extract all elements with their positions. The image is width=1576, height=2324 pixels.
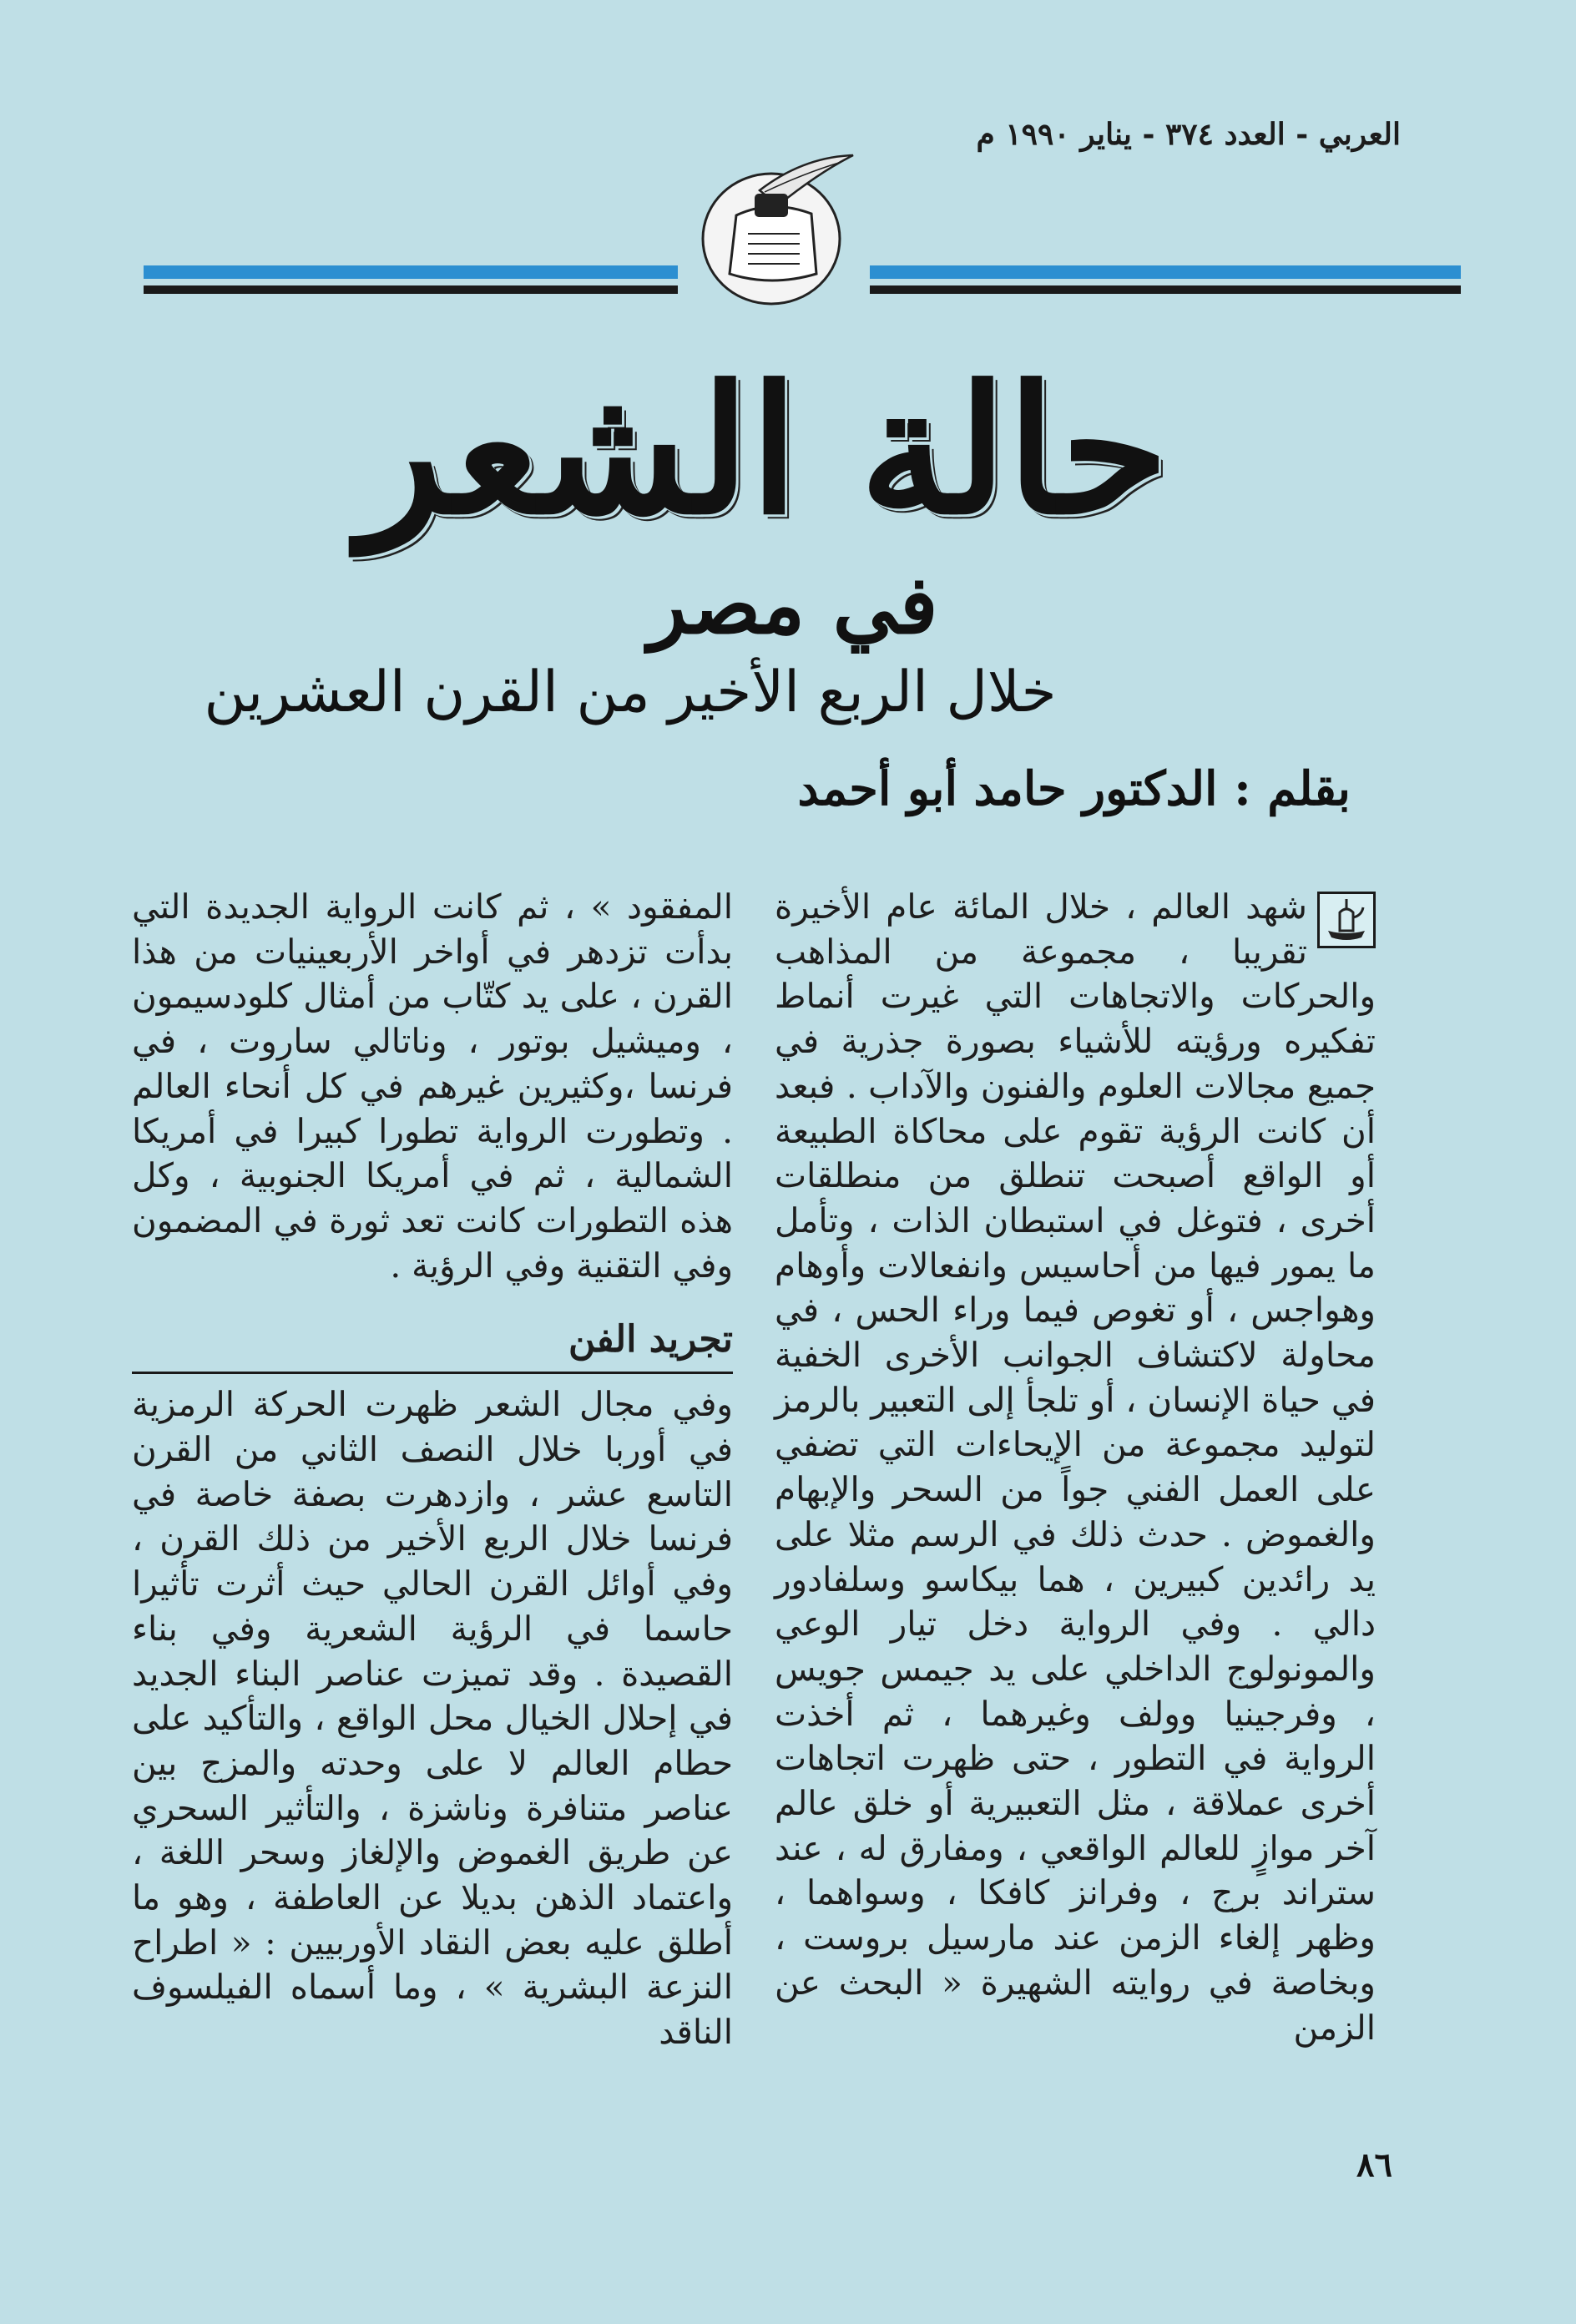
article-subtitle: في مصر <box>648 558 938 652</box>
article-column-right <box>775 885 1376 2050</box>
article-paragraph: وفي مجال الشعر ظهرت الحركة الرمزية في أوربا خلال النصف الثاني من القرن التاسع عشر ، وازدهرت بصفة خاصة في فرنسا خلال الربع الأخير من ذلك القرن ، وفي أوائل القرن الحالي حيث أثرت تأثيرا حاسما في الرؤية الشعرية وفي بناء القصيدة . وقد تميزت عناصر البناء الجديد في إحلال الخيال محل الواقع ، والتأكيد على حطام العالم لا على وحدته والمزج بين عناصر متنافرة وناشزة ، والتأثير السحري عن طريق الغموض والإلغاز وسحر اللغة ، واعتماد الذهن بديلا عن العاطفة ، وهو ما أطلق عليه بعض النقاد الأوربيين : « اطراح النزعة البشرية » ، وما أسماه الفيلسوف الناقد <box>132 1384 733 2053</box>
page-number: ٨٦ <box>1356 2145 1392 2185</box>
quill-inkwell-icon <box>678 140 870 316</box>
section-emblem <box>678 140 870 316</box>
masthead: العربي - العدد ٣٧٤ - يناير ١٩٩٠ م <box>976 117 1401 152</box>
article-column-left <box>132 885 733 2055</box>
author-byline: بقلم : الدكتور حامد أبو أحمد <box>797 761 1351 816</box>
article-paragraph: شهد العالم ، خلال المائة عام الأخيرة تقريبا ، مجموعة من المذاهب والحركات والاتجاهات التي غيرت أنماط تفكيره ورؤيته للأشياء بصورة جذرية في جميع مجالات العلوم والفنون والآداب . فبعد أن كانت الرؤية تقوم على محاكاة الطبيعة أو الواقع أصبحت تنطلق من منطلقات أخرى ، فتوغل في استبطان الذات ، وتأمل ما يمور فيها من أحاسيس وانفعالات وأوهام وهواجس ، أو تغوص فيما وراء الحس ، في محاولة لاكتشاف الجوانب الأخرى الخفية في حياة الإنسان ، أو تلجأ إلى التعبير بالرمز لتوليد مجموعة من الإيحاءات التي تضفي على العمل الفني جواً من السحر والإبهام والغموض . حدث ذلك في الرسم مثلا على يد رائدين كبيرين ، هما بيكاسو وسلفادور دالي . وفي الرواية دخل تيار الوعي والمونولوج الداخلي على يد جيمس جويس ، وفرجينيا وولف وغيرهما ، ثم أخذت الرواية في التطور ، حتى ظهرت اتجاهات أخرى عملاقة ، مثل التعبيرية أو خلق عالم آخر موازٍ للعالم الواقعي ، ومفارق له ، عند ستراند برج ، وفرانز كافكا ، وسواهما ، وظهر إلغاء الزمن عند مارسيل بروست ، وبخاصة في روايته الشهيرة « البحث عن الزمن <box>775 887 1376 2048</box>
paragraph-ornament-icon <box>1317 892 1376 948</box>
article-paragraph: المفقود » ، ثم كانت الرواية الجديدة التي بدأت تزدهر في أواخر الأربعينيات من هذا القرن ، على يد كتّاب من أمثال كلودسيمون ، وميشيل بوتور ، وناتالي ساروت ، في فرنسا ،وكثيرين غيرهم في كل أنحاء العالم . وتطورت الرواية تطورا كبيرا في أمريكا الشمالية ، ثم في أمريكا الجنوبية ، وكل هذه التطورات كانت تعد ثورة في المضمون وفي التقنية وفي الرؤية . <box>132 887 733 1286</box>
article-subtitle-line: خلال الربع الأخير من القرن العشرين <box>204 659 1057 725</box>
article-title: حالة الشعر <box>358 347 1169 553</box>
section-heading: تجريد الفن <box>132 1313 733 1374</box>
